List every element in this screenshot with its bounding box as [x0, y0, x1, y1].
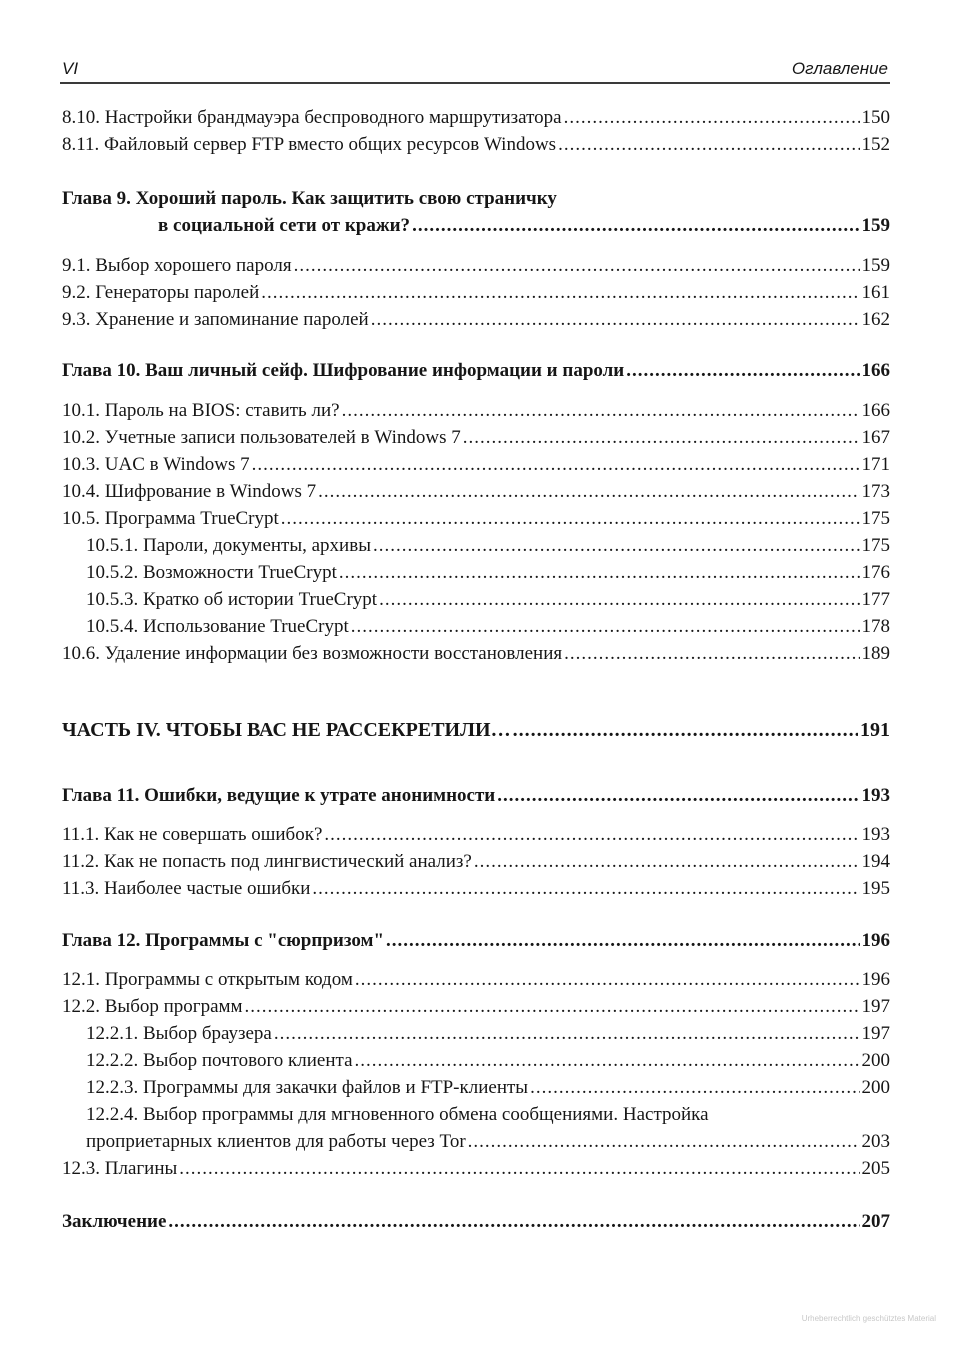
- toc-entry[interactable]: 11.2. Как не попасть под лингвистический анализ? ..... 194: [62, 848, 890, 875]
- toc-entry[interactable]: 10.1. Пароль на BIOS: ставить ли? ..... 166: [62, 397, 890, 424]
- entry-line2: проприетарных клиентов для работы через Tor ..... 203: [62, 1128, 890, 1155]
- toc-page: 178: [861, 616, 890, 637]
- toc-page: 195: [861, 878, 890, 899]
- leader-dots: [318, 478, 859, 505]
- toc-subentry[interactable]: 12.2.3. Программы для закачки файлов и FTP-клиенты ..... 200: [62, 1074, 890, 1101]
- toc-subentry-multiline[interactable]: [62, 1101, 890, 1155]
- leader-dots: [342, 397, 860, 424]
- toc-page: 189: [861, 643, 890, 664]
- leader-dots: [558, 131, 859, 158]
- entry-line1: 12.2.4. Выбор программы для мгновенного обмена сообщениями. Настройка: [86, 1104, 709, 1125]
- toc-page: 197: [861, 1023, 890, 1044]
- toc-conclusion[interactable]: Заключение ..... 207: [62, 1208, 890, 1235]
- leader-dots: [468, 1128, 860, 1155]
- toc-entry[interactable]: 8.10. Настройки брандмауэра беспроводного маршрутизатора ..... 150: [62, 104, 890, 131]
- toc-entry[interactable]: 12.1. Программы с открытым кодом ..... 196: [62, 966, 890, 993]
- leader-dots: [513, 717, 858, 744]
- leader-dots: [564, 104, 860, 131]
- leader-dots: [564, 640, 859, 667]
- toc-page: 150: [861, 107, 890, 128]
- toc-page: 193: [861, 785, 890, 806]
- leader-dots: [351, 613, 860, 640]
- toc-page: 159: [861, 255, 890, 276]
- toc-entry[interactable]: 9.2. Генераторы паролей ..... 161: [62, 279, 890, 306]
- chapter-title-line2: в социальной сети от кражи? ..... 159: [62, 212, 890, 239]
- leader-dots: [294, 252, 860, 279]
- leader-dots: [324, 821, 859, 848]
- toc-page: 191: [860, 719, 890, 741]
- toc-page: 200: [861, 1050, 890, 1071]
- toc-subentry[interactable]: 10.5.3. Кратко об истории TrueCrypt ..... 177: [62, 586, 890, 613]
- leader-dots: [261, 279, 859, 306]
- toc-subentry[interactable]: 12.2.2. Выбор почтового клиента ..... 200: [62, 1047, 890, 1074]
- leader-dots: [312, 875, 859, 902]
- toc-page: 166: [861, 360, 890, 381]
- running-title: Оглавление: [791, 59, 888, 78]
- toc-page: 175: [861, 535, 890, 556]
- leader-dots: [274, 1020, 860, 1047]
- leader-dots: [626, 357, 859, 384]
- toc-page: 200: [861, 1077, 890, 1098]
- toc-entry[interactable]: 10.5. Программа TrueCrypt ..... 175: [62, 505, 890, 532]
- leader-dots: [168, 1208, 859, 1235]
- toc-page: 176: [861, 562, 890, 583]
- toc-page: 193: [861, 824, 890, 845]
- leader-dots: [339, 559, 860, 586]
- leader-dots: [179, 1155, 859, 1182]
- toc-part-4[interactable]: ЧАСТЬ IV. ЧТОБЫ ВАС НЕ РАССЕКРЕТИЛИ… ..... 191: [62, 717, 890, 744]
- leader-dots: [245, 993, 860, 1020]
- toc-page: 162: [861, 309, 890, 330]
- toc-subentry[interactable]: 10.5.4. Использование TrueCrypt ..... 178: [62, 613, 890, 640]
- toc-entry[interactable]: 9.3. Хранение и запоминание паролей ..... 162: [62, 306, 890, 333]
- toc-page: 197: [861, 996, 890, 1017]
- toc-page: 171: [861, 454, 890, 475]
- leader-dots: [281, 505, 860, 532]
- toc-page: 167: [861, 427, 890, 448]
- toc-entry[interactable]: 12.2. Выбор программ ..... 197: [62, 993, 890, 1020]
- leader-dots: [355, 966, 860, 993]
- toc-chapter-11[interactable]: Глава 11. Ошибки, ведущие к утрате анонимности ..... 193: [62, 782, 890, 809]
- leader-dots: [373, 532, 860, 559]
- toc-entry[interactable]: 11.1. Как не совершать ошибок? ..... 193: [62, 821, 890, 848]
- toc-subentry[interactable]: 10.5.2. Возможности TrueCrypt ..... 176: [62, 559, 890, 586]
- leader-dots: [474, 848, 860, 875]
- toc-page: 177: [861, 589, 890, 610]
- toc-subentry[interactable]: 12.2.1. Выбор браузера ..... 197: [62, 1020, 890, 1047]
- leader-dots: [497, 782, 859, 809]
- toc-entry[interactable]: 10.4. Шифрование в Windows 7 ..... 173: [62, 478, 890, 505]
- toc-page: 173: [861, 481, 890, 502]
- chapter-title-line1: Глава 9. Хороший пароль. Как защитить свою страничку: [62, 188, 557, 209]
- toc-page: 161: [861, 282, 890, 303]
- leader-dots: [252, 451, 860, 478]
- toc-page: 175: [861, 508, 890, 529]
- copyright-watermark: Urheberrechtlich geschütztes Material: [801, 1314, 936, 1323]
- page-number: VI: [62, 59, 79, 78]
- toc-entry[interactable]: 8.11. Файловый сервер FTP вместо общих ресурсов Windows ..... 152: [62, 131, 890, 158]
- toc-page: 166: [861, 400, 890, 421]
- toc-chapter-12[interactable]: Глава 12. Программы с "сюрпризом" ..... 196: [62, 927, 890, 954]
- toc-page: 203: [861, 1131, 890, 1152]
- toc-page: 205: [861, 1158, 890, 1179]
- leader-dots: [530, 1074, 859, 1101]
- toc-page: 207: [861, 1211, 890, 1232]
- table-of-contents: [62, 104, 890, 1235]
- toc-entry[interactable]: 11.3. Наиболее частые ошибки ..... 195: [62, 875, 890, 902]
- running-header: [60, 56, 890, 84]
- toc-chapter-10[interactable]: Глава 10. Ваш личный сейф. Шифрование информации и пароли ..... 166: [62, 357, 890, 384]
- toc-entry[interactable]: 10.2. Учетные записи пользователей в Windows 7 ..... 167: [62, 424, 890, 451]
- toc-page: 196: [861, 969, 890, 990]
- toc-entry[interactable]: 10.6. Удаление информации без возможности восстановления ..... 189: [62, 640, 890, 667]
- leader-dots: [371, 306, 860, 333]
- leader-dots: [463, 424, 860, 451]
- leader-dots: [355, 1047, 860, 1074]
- toc-entry[interactable]: 10.3. UAC в Windows 7 ..... 171: [62, 451, 890, 478]
- leader-dots: [412, 212, 859, 239]
- leader-dots: [379, 586, 859, 613]
- toc-chapter-9[interactable]: [62, 185, 890, 239]
- toc-subentry[interactable]: 10.5.1. Пароли, документы, архивы ..... 175: [62, 532, 890, 559]
- toc-entry[interactable]: 9.1. Выбор хорошего пароля ..... 159: [62, 252, 890, 279]
- toc-page: 196: [861, 930, 890, 951]
- leader-dots: [386, 927, 860, 954]
- toc-page: 159: [861, 215, 890, 236]
- toc-page: 152: [861, 134, 890, 155]
- toc-page: 194: [861, 851, 890, 872]
- toc-entry[interactable]: 12.3. Плагины ..... 205: [62, 1155, 890, 1182]
